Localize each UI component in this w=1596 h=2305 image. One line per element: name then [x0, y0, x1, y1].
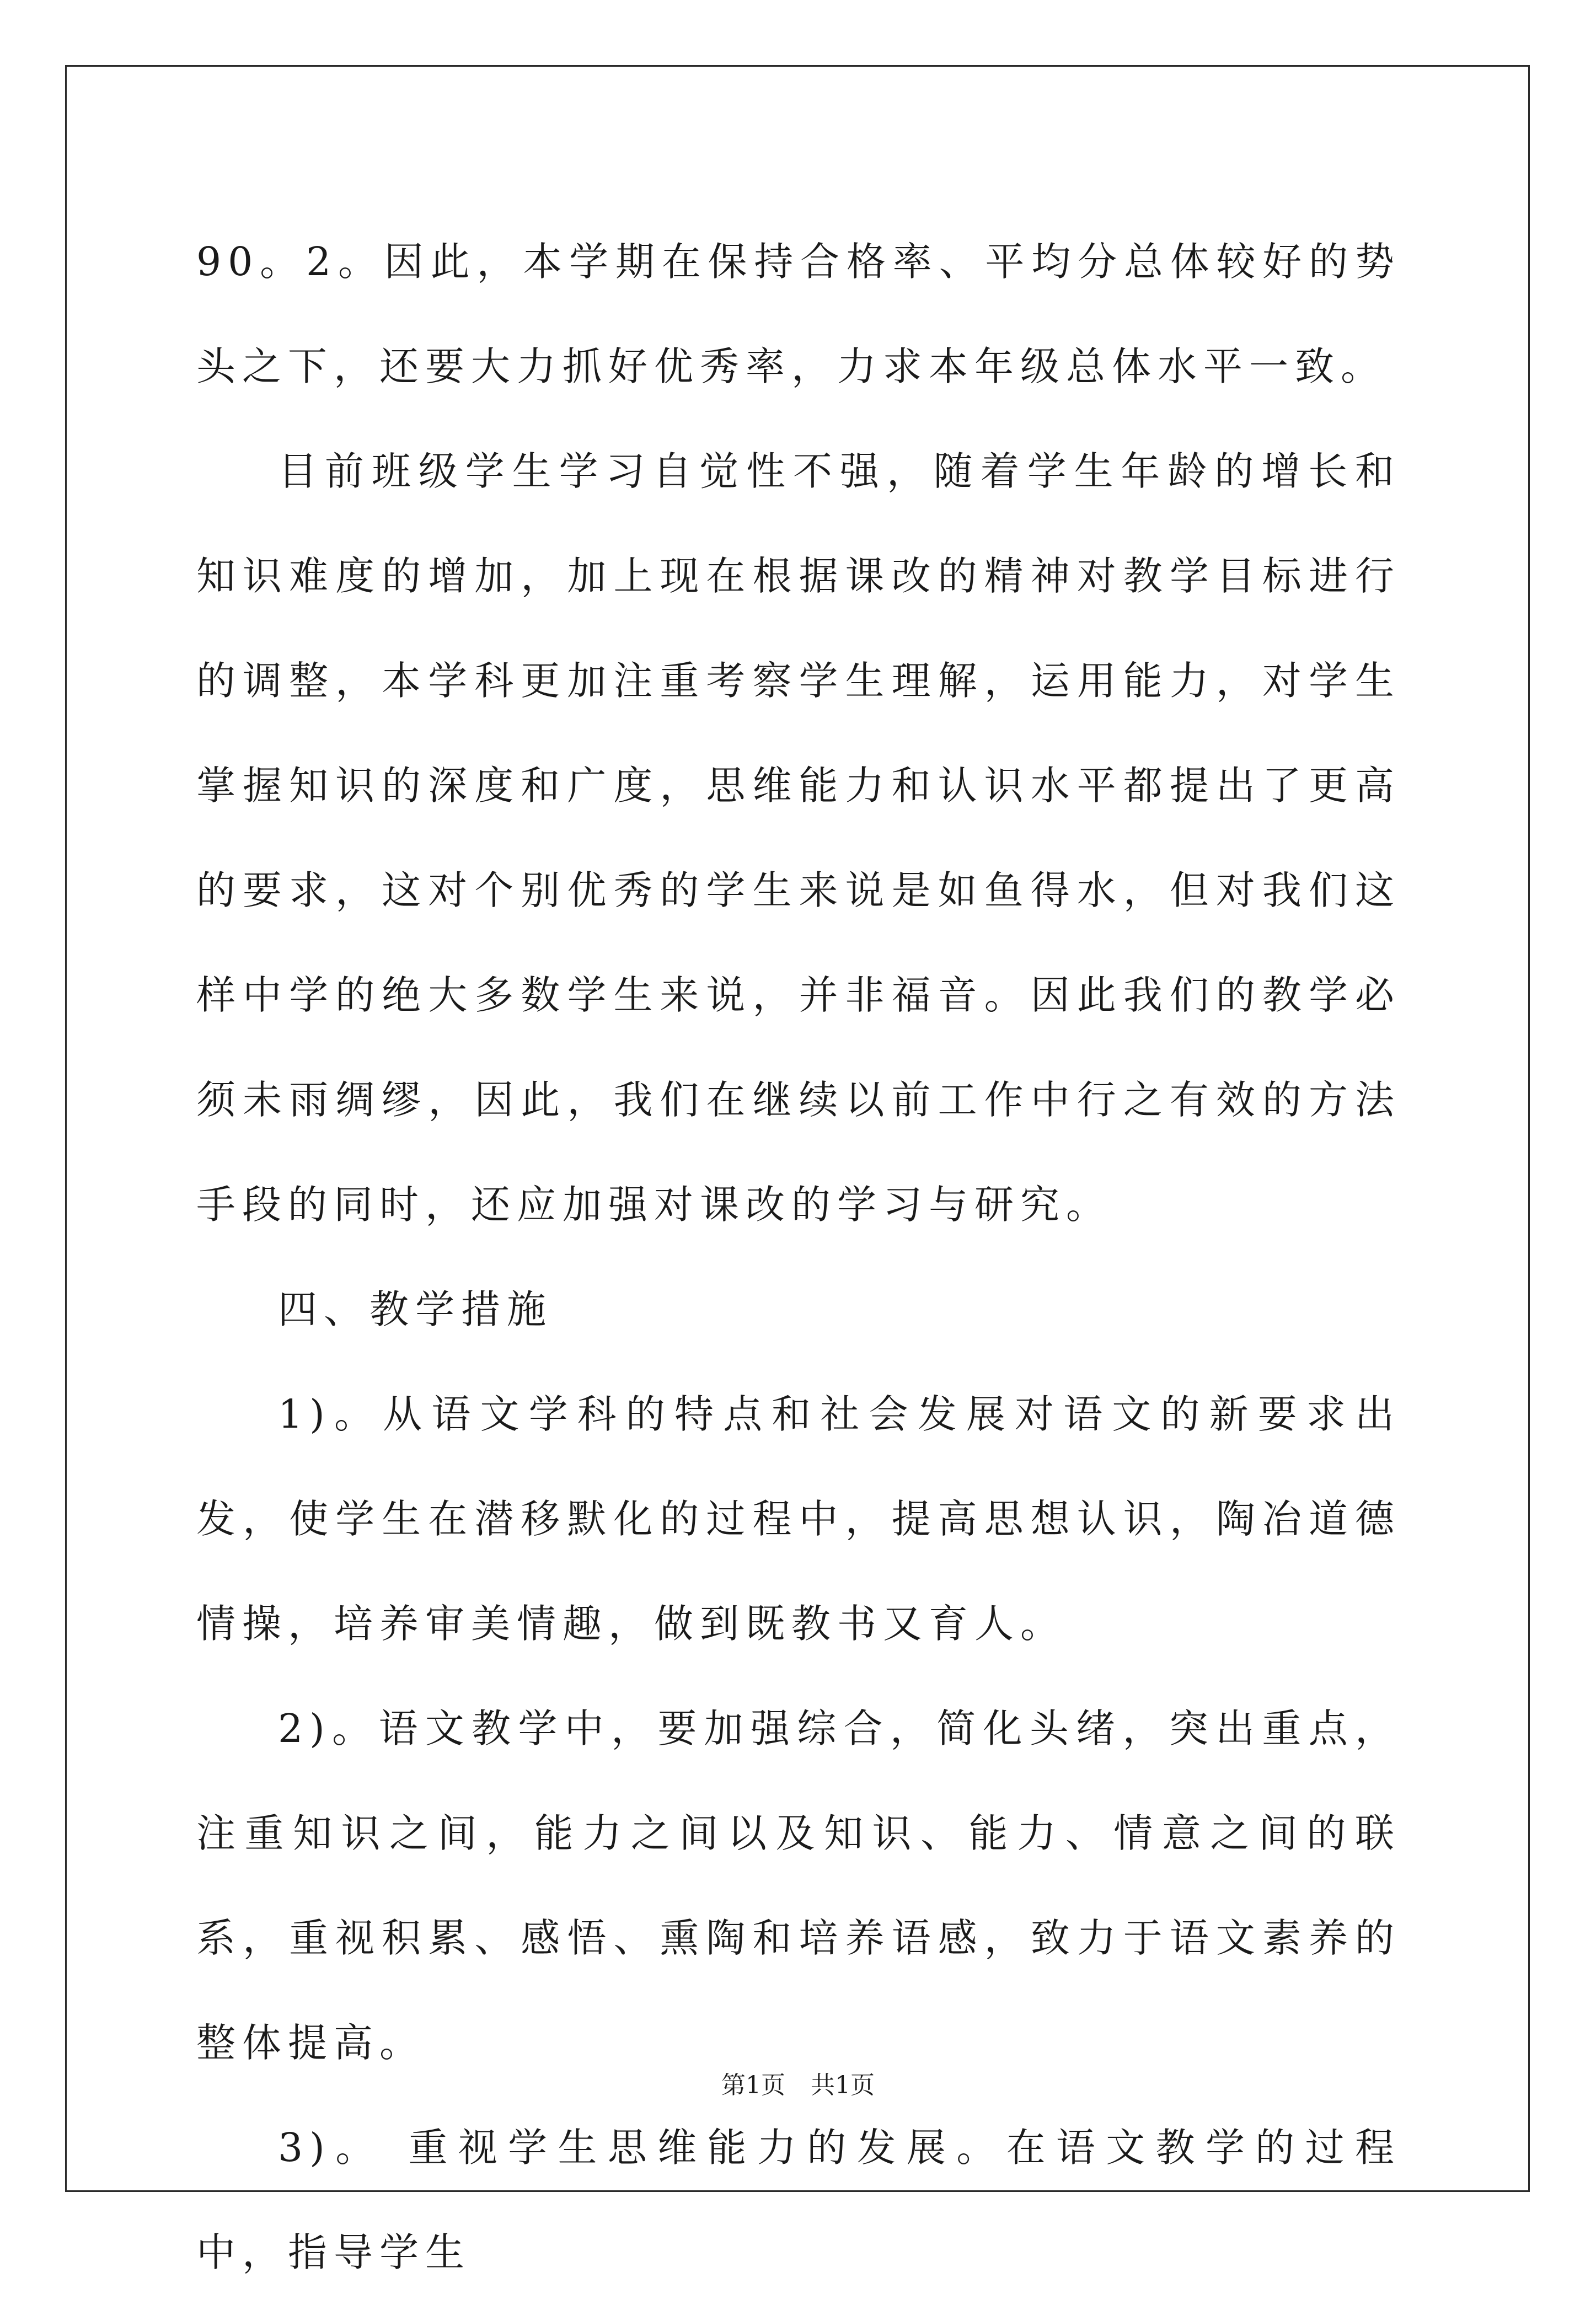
page-number: 第1页: [721, 2071, 785, 2099]
paragraph: 90。2。因此，本学期在保持合格率、平均分总体较好的势头之下，还要大力抓好优秀率，力求本年级总体水平一致。: [196, 239, 1401, 389]
paragraph: 2)。语文教学中，要加强综合，简化头绪，突出重点，注重知识之间，能力之间以及知识、能力、情意之间的联系，重视积累、感悟、熏陶和培养语感，致力于语文素养的整体提高。: [196, 1706, 1401, 2066]
section-heading: 四、教学措施: [278, 1286, 553, 1332]
page-footer: [0, 2065, 1596, 2100]
paragraph: 目前班级学生学习自觉性不强，随着学生年龄的增长和知识难度的增加，加上现在根据课改的精神对教学目标进行的调整，本学科更加注重考察学生理解，运用能力，对学生掌握知识的深度和广度，思维能力和认识水平都提出了更高的要求，这对个别优秀的学生来说是如鱼得水，但对我们这样中学的绝大多数学生来说，并非福音。因此我们的教学必须未雨绸缪，因此，我们在继续以前工作中行之有效的方法手段的同时，还应加强对课改的学习与研究。: [196, 448, 1401, 1227]
document-body: [196, 210, 1401, 2305]
paragraph: 3)。 重视学生思维能力的发展。在语文教学的过程中，指导学生: [196, 2125, 1401, 2275]
paragraph: 1)。从语文学科的特点和社会发展对语文的新要求出发，使学生在潜移默化的过程中，提高思想认识，陶冶道德情操，培养审美情趣，做到既教书又育人。: [196, 1391, 1401, 1647]
page-total: 共1页: [811, 2071, 875, 2099]
